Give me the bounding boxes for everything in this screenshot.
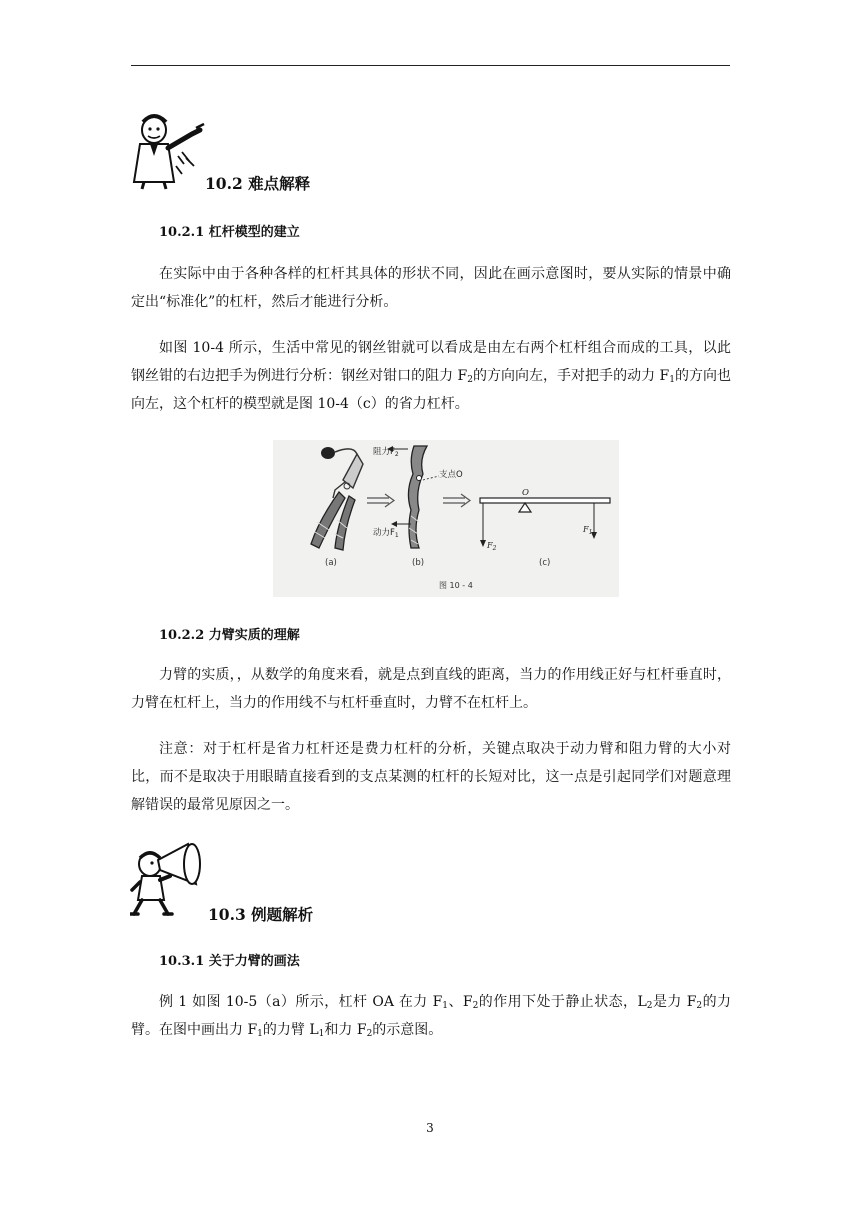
paragraph-10-2-2-a: 力臂的实质，，从数学的角度来看，就是点到直线的距离，当力的作用线正好与杠杆垂直时，力臂在杠杆上，当力的作用线不与杠杆垂直时，力臂不在杠杆上。 bbox=[131, 667, 731, 711]
paragraph-10-2-1-a: 在实际中由于各种各样的杠杆其具体的形状不同，因此在画示意图时，要从实际的情景中确定出“标准化”的杠杆，然后才能进行分析。 bbox=[131, 266, 731, 310]
figure-caption: 图 10 - 4 bbox=[439, 581, 473, 590]
figure-label-resist: 阻力$F_2$ bbox=[373, 447, 399, 458]
header-rule bbox=[131, 65, 730, 66]
figure-label-o: O bbox=[522, 488, 529, 498]
paragraph-10-3-1-a: 例 1 如图 10-5（a）所示，杠杆 OA 在力 $F_1$、$F_2$的作用下处于静止状态，$L_2$是力 $F_2$的力臂。在图中画出力 $F_1$的力臂 $L_1$和力 $F_2$的示意图。 bbox=[131, 994, 732, 1039]
figure-label-b: (b) bbox=[412, 558, 425, 568]
section-10-3-1-title: 10.3.1 关于力臂的画法 bbox=[159, 954, 300, 969]
section-10-2-1-title: 10.2.1 杠杆模型的建立 bbox=[159, 225, 300, 240]
figure-label-a: (a) bbox=[325, 558, 337, 568]
figure-label-f1: $F_1$ bbox=[583, 525, 593, 536]
figure-10-4-pliers-lever bbox=[273, 440, 619, 597]
section-10-2-title: 10.2 难点解释 bbox=[205, 174, 311, 193]
paragraph-10-2-2-b: 注意：对于杠杆是省力杠杆还是费力杠杆的分析，关键点取决于动力臂和阻力臂的大小对比，而不是取决于用眼睛直接看到的支点某测的杠杆的长短对比，这一点是引起同学们对题意理解错误的最常见原因之一。 bbox=[131, 741, 731, 813]
figure-label-fulcrum: 支点O bbox=[439, 470, 463, 480]
pointing-man-cartoon-icon bbox=[130, 112, 210, 190]
paragraph-10-2-1-b: 如图 10-4 所示，生活中常见的钢丝钳就可以看成是由左右两个杠杆组合而成的工具，以此钢丝钳的右边把手为例进行分析：钢丝对钳口的阻力 $F_2$的方向向左，手对把手的动力 $F_1$的方向也向左，这个杠杆的模型就是图 10-4（c）的省力杠杆。 bbox=[131, 340, 732, 412]
figure-label-effort: 动力$F_1$ bbox=[373, 528, 399, 539]
section-10-2-2-title: 10.2.2 力臂实质的理解 bbox=[159, 628, 300, 643]
figure-label-c: (c) bbox=[539, 558, 551, 568]
section-10-3-title: 10.3 例题解析 bbox=[208, 905, 314, 924]
page-number: 3 bbox=[426, 1121, 434, 1135]
megaphone-man-cartoon-icon bbox=[130, 838, 212, 920]
figure-label-f2: $F_2$ bbox=[487, 541, 497, 552]
